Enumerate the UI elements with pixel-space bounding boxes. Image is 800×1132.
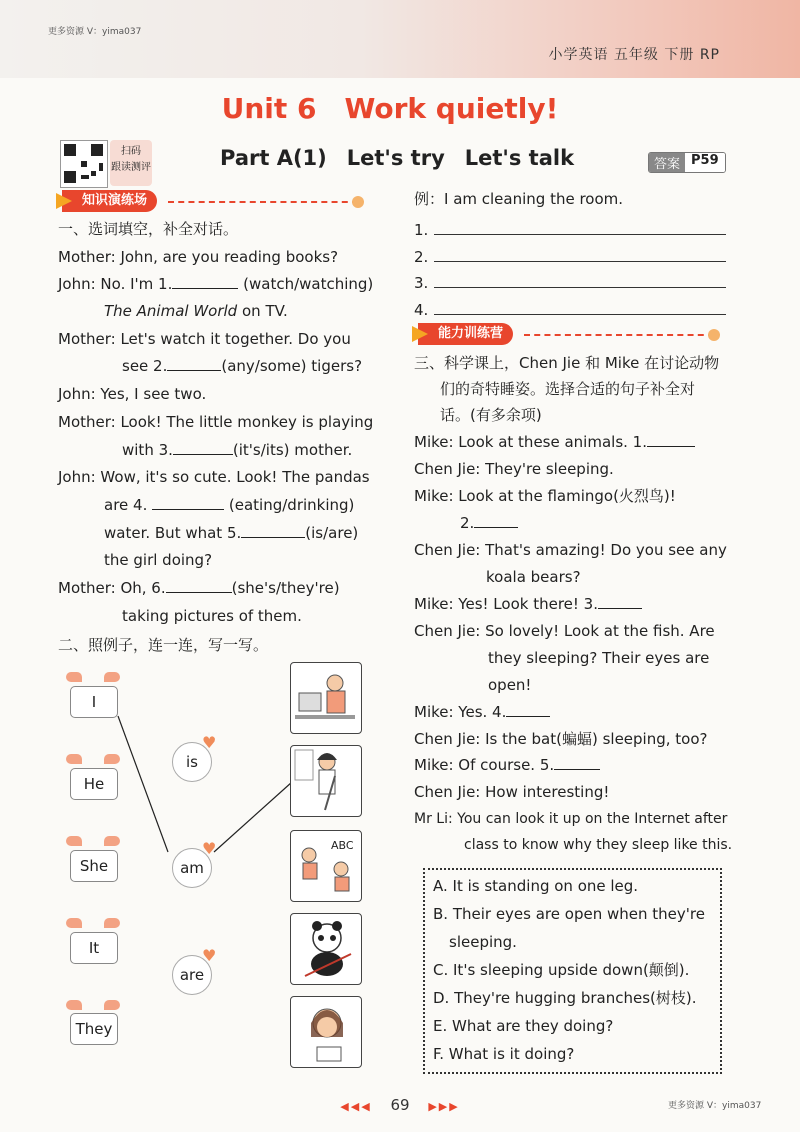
question-1-title: 一、选词填空，补全对话。 [58,220,239,238]
dialog-line: Mother: John, are you reading books? [58,248,339,266]
line-number: 4. [414,301,429,319]
dialog-text: John: No. I'm 1. [58,275,173,293]
answer-line-4[interactable] [414,298,726,319]
dialog-line: class to know why they sleep like this. [464,837,733,853]
dialog-line [414,591,642,618]
lets-talk-label: Let's talk [464,146,575,170]
blank-4[interactable] [152,493,224,510]
line-number: 1. [414,221,429,239]
choices-box [423,868,722,1074]
question-2-title: 二、照例子，连一连，写一写。 [58,636,269,654]
dialog-line [414,752,600,779]
section-tag-ability: 能力训练营 [418,323,513,345]
dialog-line: open! [488,676,532,694]
dialog-line: Mother: Look! The little monkey is playing [58,413,374,431]
choice-e[interactable]: E. What are they doing? [433,1017,614,1035]
dialog-line [414,699,550,726]
part-title [220,146,594,170]
dialog-line [58,575,340,602]
dialog-line: taking pictures of them. [122,607,302,625]
dialog-text: with 3. [122,441,173,459]
line-number: 2. [414,248,429,266]
answer-label: 答案 [649,153,685,172]
boy-computer-illustration [291,663,361,733]
verb-circle-is[interactable]: is [172,742,212,782]
blank-6[interactable] [166,576,232,593]
unit-title [0,92,780,125]
dialog-line [122,353,362,380]
panda-illustration [291,914,361,984]
dialog-line [104,520,358,547]
dialog-line: Chen Jie: That's amazing! Do you see any [414,541,727,559]
example-sentence: 例：I am cleaning the room. [414,190,624,208]
blank-5[interactable] [241,521,305,538]
picture-girl-reading[interactable] [290,996,362,1068]
dialog-text: on TV. [242,302,288,320]
dialog-line [58,271,373,298]
dialog-options: (eating/drinking) [228,496,355,514]
dialog-line: Chen Jie: Is the bat(蝙蝠) sleeping, too? [414,730,708,748]
dialog-line: koala bears? [486,568,581,586]
dialog-line: they sleeping? Their eyes are [488,649,710,667]
dialog-line: Mr Li: You can look it up on the Internet after [414,811,728,827]
answer-badge[interactable] [648,152,726,173]
pronoun-box-they[interactable]: They [70,1013,118,1045]
wing-decoration [104,836,120,846]
wing-decoration [66,1000,82,1010]
section-divider [168,201,358,203]
picture-students-abc[interactable] [290,830,362,902]
dialog-text: are 4. [104,496,148,514]
pronoun-box-he[interactable]: He [70,768,118,800]
choice-f[interactable]: F. What is it doing? [433,1045,575,1063]
dialog-line [104,492,354,519]
dialog-line: Chen Jie: They're sleeping. [414,460,614,478]
blank-q3-2[interactable] [474,511,518,528]
dialog-options: (watch/watching) [243,275,374,293]
wing-decoration [104,672,120,682]
dialog-line [460,510,518,537]
answer-line-1[interactable] [414,218,726,239]
blank-q3-4[interactable] [506,700,550,717]
dialog-line: the girl doing? [104,551,213,569]
choice-a[interactable]: A. It is standing on one leg. [433,877,639,895]
unit-number: Unit 6 [221,92,317,125]
picture-boy-computer[interactable] [290,662,362,734]
wing-decoration [66,836,82,846]
blank-q3-5[interactable] [554,753,600,770]
choice-b-cont: sleeping. [449,933,517,951]
dialog-line: Chen Jie: So lovely! Look at the fish. Are [414,622,715,640]
line-number: 3. [414,274,429,292]
prev-arrows-icon: ◀◀◀ [340,1100,372,1113]
svg-text:ABC: ABC [331,839,354,852]
wing-decoration [66,918,82,928]
choice-b[interactable]: B. Their eyes are open when they're [433,905,705,923]
choice-c[interactable]: C. It's sleeping upside down(颠倒). [433,961,690,979]
blank-q3-3[interactable] [598,592,642,609]
section-divider [524,334,714,336]
dialog-line: Chen Jie: How interesting! [414,783,610,801]
qr-code[interactable] [60,140,108,188]
answer-line-3[interactable] [414,271,726,292]
header-band [0,0,800,78]
dialog-text: Mike: Yes! Look there! 3. [414,595,598,613]
qr-label-line1: 扫码 [121,146,141,157]
question-3-title-cont: 们的奇特睡姿。选择合适的句子补全对 [440,380,696,398]
question-3-title-cont: 话。(有多余项) [440,406,542,424]
unit-name: Work quietly! [344,92,559,125]
answer-line-2[interactable] [414,245,726,266]
dialog-line: John: Yes, I see two. [58,385,207,403]
qr-label-line2: 跟读测评 [111,162,151,173]
part-label: Part A(1) [220,146,327,170]
show-title: The Animal World [104,302,238,320]
dialog-options: (it's/its) mother. [232,441,353,459]
section-tag-practice: 知识演练场 [62,190,157,212]
dialog-options: (is/are) [305,524,359,542]
verb-circle-are[interactable]: are [172,955,212,995]
dialog-text: Mike: Look at these animals. 1. [414,433,647,451]
source-note: 更多资源 V：yima037 [48,27,142,37]
verb-circle-am[interactable]: am [172,848,212,888]
match-line-example-2 [214,782,292,852]
students-abc-illustration [291,831,361,901]
answer-page: P59 [685,153,725,172]
picture-girl-sweeping[interactable] [290,745,362,817]
wing-decoration [66,754,82,764]
pronoun-box-it[interactable]: It [70,932,118,964]
qr-label [110,140,152,186]
heart-icon: ♥ [202,733,217,752]
girl-sweeping-illustration [291,746,361,816]
dialog-options: (she's/they're) [231,579,340,597]
dialog-text: see 2. [122,357,168,375]
dialog-line: Mike: Look at the flamingo(火烈鸟)! [414,487,676,505]
picture-panda-eating[interactable] [290,913,362,985]
source-note-footer: 更多资源 V：yima037 [668,1101,762,1111]
heart-icon: ♥ [202,839,217,858]
blank-1[interactable] [172,272,238,289]
heart-icon: ♥ [202,946,217,965]
question-3-title: 三、科学课上，Chen Jie 和 Mike 在讨论动物 [414,354,720,372]
dialog-text: Mother: Oh, 6. [58,579,166,597]
dialog-text: Mike: Yes. 4. [414,703,507,721]
choice-d[interactable]: D. They're hugging branches(树枝). [433,989,697,1007]
dialog-line: John: Wow, it's so cute. Look! The pandas [58,468,370,486]
dialog-options: (any/some) tigers? [221,357,363,375]
dialog-line [122,437,352,464]
dialog-line [104,298,288,325]
wing-decoration [104,1000,120,1010]
wing-decoration [66,672,82,682]
blank-2[interactable] [167,354,221,371]
blank-3[interactable] [173,438,233,455]
pronoun-box-she[interactable]: She [70,850,118,882]
dialog-line: Mother: Let's watch it together. Do you [58,330,351,348]
dialog-text: water. But what 5. [104,524,242,542]
wing-decoration [104,918,120,928]
book-info: 小学英语 五年级 下册 RP [548,47,720,63]
dialog-line [414,429,695,456]
blank-q3-1[interactable] [647,430,695,447]
dialog-text: 2. [460,514,475,532]
page-number: 69 [390,1096,410,1114]
wing-decoration [104,754,120,764]
lets-try-label: Let's try [346,146,445,170]
next-arrows-icon: ▶▶▶ [428,1100,460,1113]
pronoun-box-i[interactable]: I [70,686,118,718]
dialog-text: Mike: Of course. 5. [414,756,555,774]
girl-reading-illustration [291,997,361,1067]
match-line-example-1 [118,716,168,852]
